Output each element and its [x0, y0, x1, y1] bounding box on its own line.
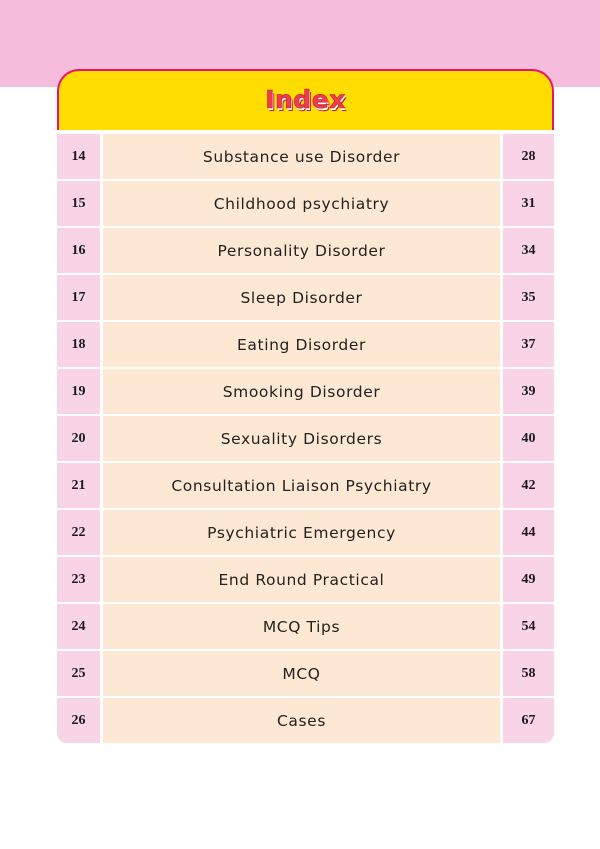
index-row[interactable] [57, 321, 554, 368]
index-row[interactable] [57, 509, 554, 556]
page-number: 49 [503, 557, 554, 602]
chapter-title[interactable]: MCQ [103, 651, 500, 696]
page-number: 37 [503, 322, 554, 367]
chapter-title[interactable]: Eating Disorder [103, 322, 500, 367]
chapter-number: 21 [57, 463, 100, 508]
chapter-title[interactable]: Psychiatric Emergency [103, 510, 500, 555]
chapter-number: 19 [57, 369, 100, 414]
chapter-title[interactable]: Childhood psychiatry [103, 181, 500, 226]
chapter-title[interactable]: Sexuality Disorders [103, 416, 500, 461]
index-row[interactable] [57, 368, 554, 415]
index-row[interactable] [57, 227, 554, 274]
index-row[interactable] [57, 415, 554, 462]
page-number: 44 [503, 510, 554, 555]
index-header [57, 69, 554, 130]
chapter-title[interactable]: Sleep Disorder [103, 275, 500, 320]
chapter-number: 26 [57, 698, 100, 743]
page-number: 28 [503, 134, 554, 179]
index-row[interactable] [57, 133, 554, 180]
page-number: 40 [503, 416, 554, 461]
index-row[interactable] [57, 556, 554, 603]
chapter-title[interactable]: Personality Disorder [103, 228, 500, 273]
page-number: 42 [503, 463, 554, 508]
page-number: 31 [503, 181, 554, 226]
chapter-number: 20 [57, 416, 100, 461]
chapter-number: 14 [57, 134, 100, 179]
index-row[interactable] [57, 180, 554, 227]
chapter-number: 23 [57, 557, 100, 602]
chapter-title[interactable]: End Round Practical [103, 557, 500, 602]
index-row[interactable] [57, 462, 554, 509]
page-number: 54 [503, 604, 554, 649]
chapter-title[interactable]: Cases [103, 698, 500, 743]
page-number: 58 [503, 651, 554, 696]
chapter-title[interactable]: Smooking Disorder [103, 369, 500, 414]
chapter-title[interactable]: Substance use Disorder [103, 134, 500, 179]
index-row[interactable] [57, 650, 554, 697]
chapter-number: 22 [57, 510, 100, 555]
index-row[interactable] [57, 274, 554, 321]
page-title: Index [265, 85, 346, 114]
chapter-number: 18 [57, 322, 100, 367]
page-number: 39 [503, 369, 554, 414]
index-table [57, 133, 554, 744]
chapter-number: 16 [57, 228, 100, 273]
page-number: 67 [503, 698, 554, 743]
chapter-number: 15 [57, 181, 100, 226]
chapter-title[interactable]: MCQ Tips [103, 604, 500, 649]
chapter-number: 24 [57, 604, 100, 649]
index-row[interactable] [57, 697, 554, 744]
index-row[interactable] [57, 603, 554, 650]
page-number: 35 [503, 275, 554, 320]
chapter-number: 17 [57, 275, 100, 320]
chapter-number: 25 [57, 651, 100, 696]
page-number: 34 [503, 228, 554, 273]
chapter-title[interactable]: Consultation Liaison Psychiatry [103, 463, 500, 508]
